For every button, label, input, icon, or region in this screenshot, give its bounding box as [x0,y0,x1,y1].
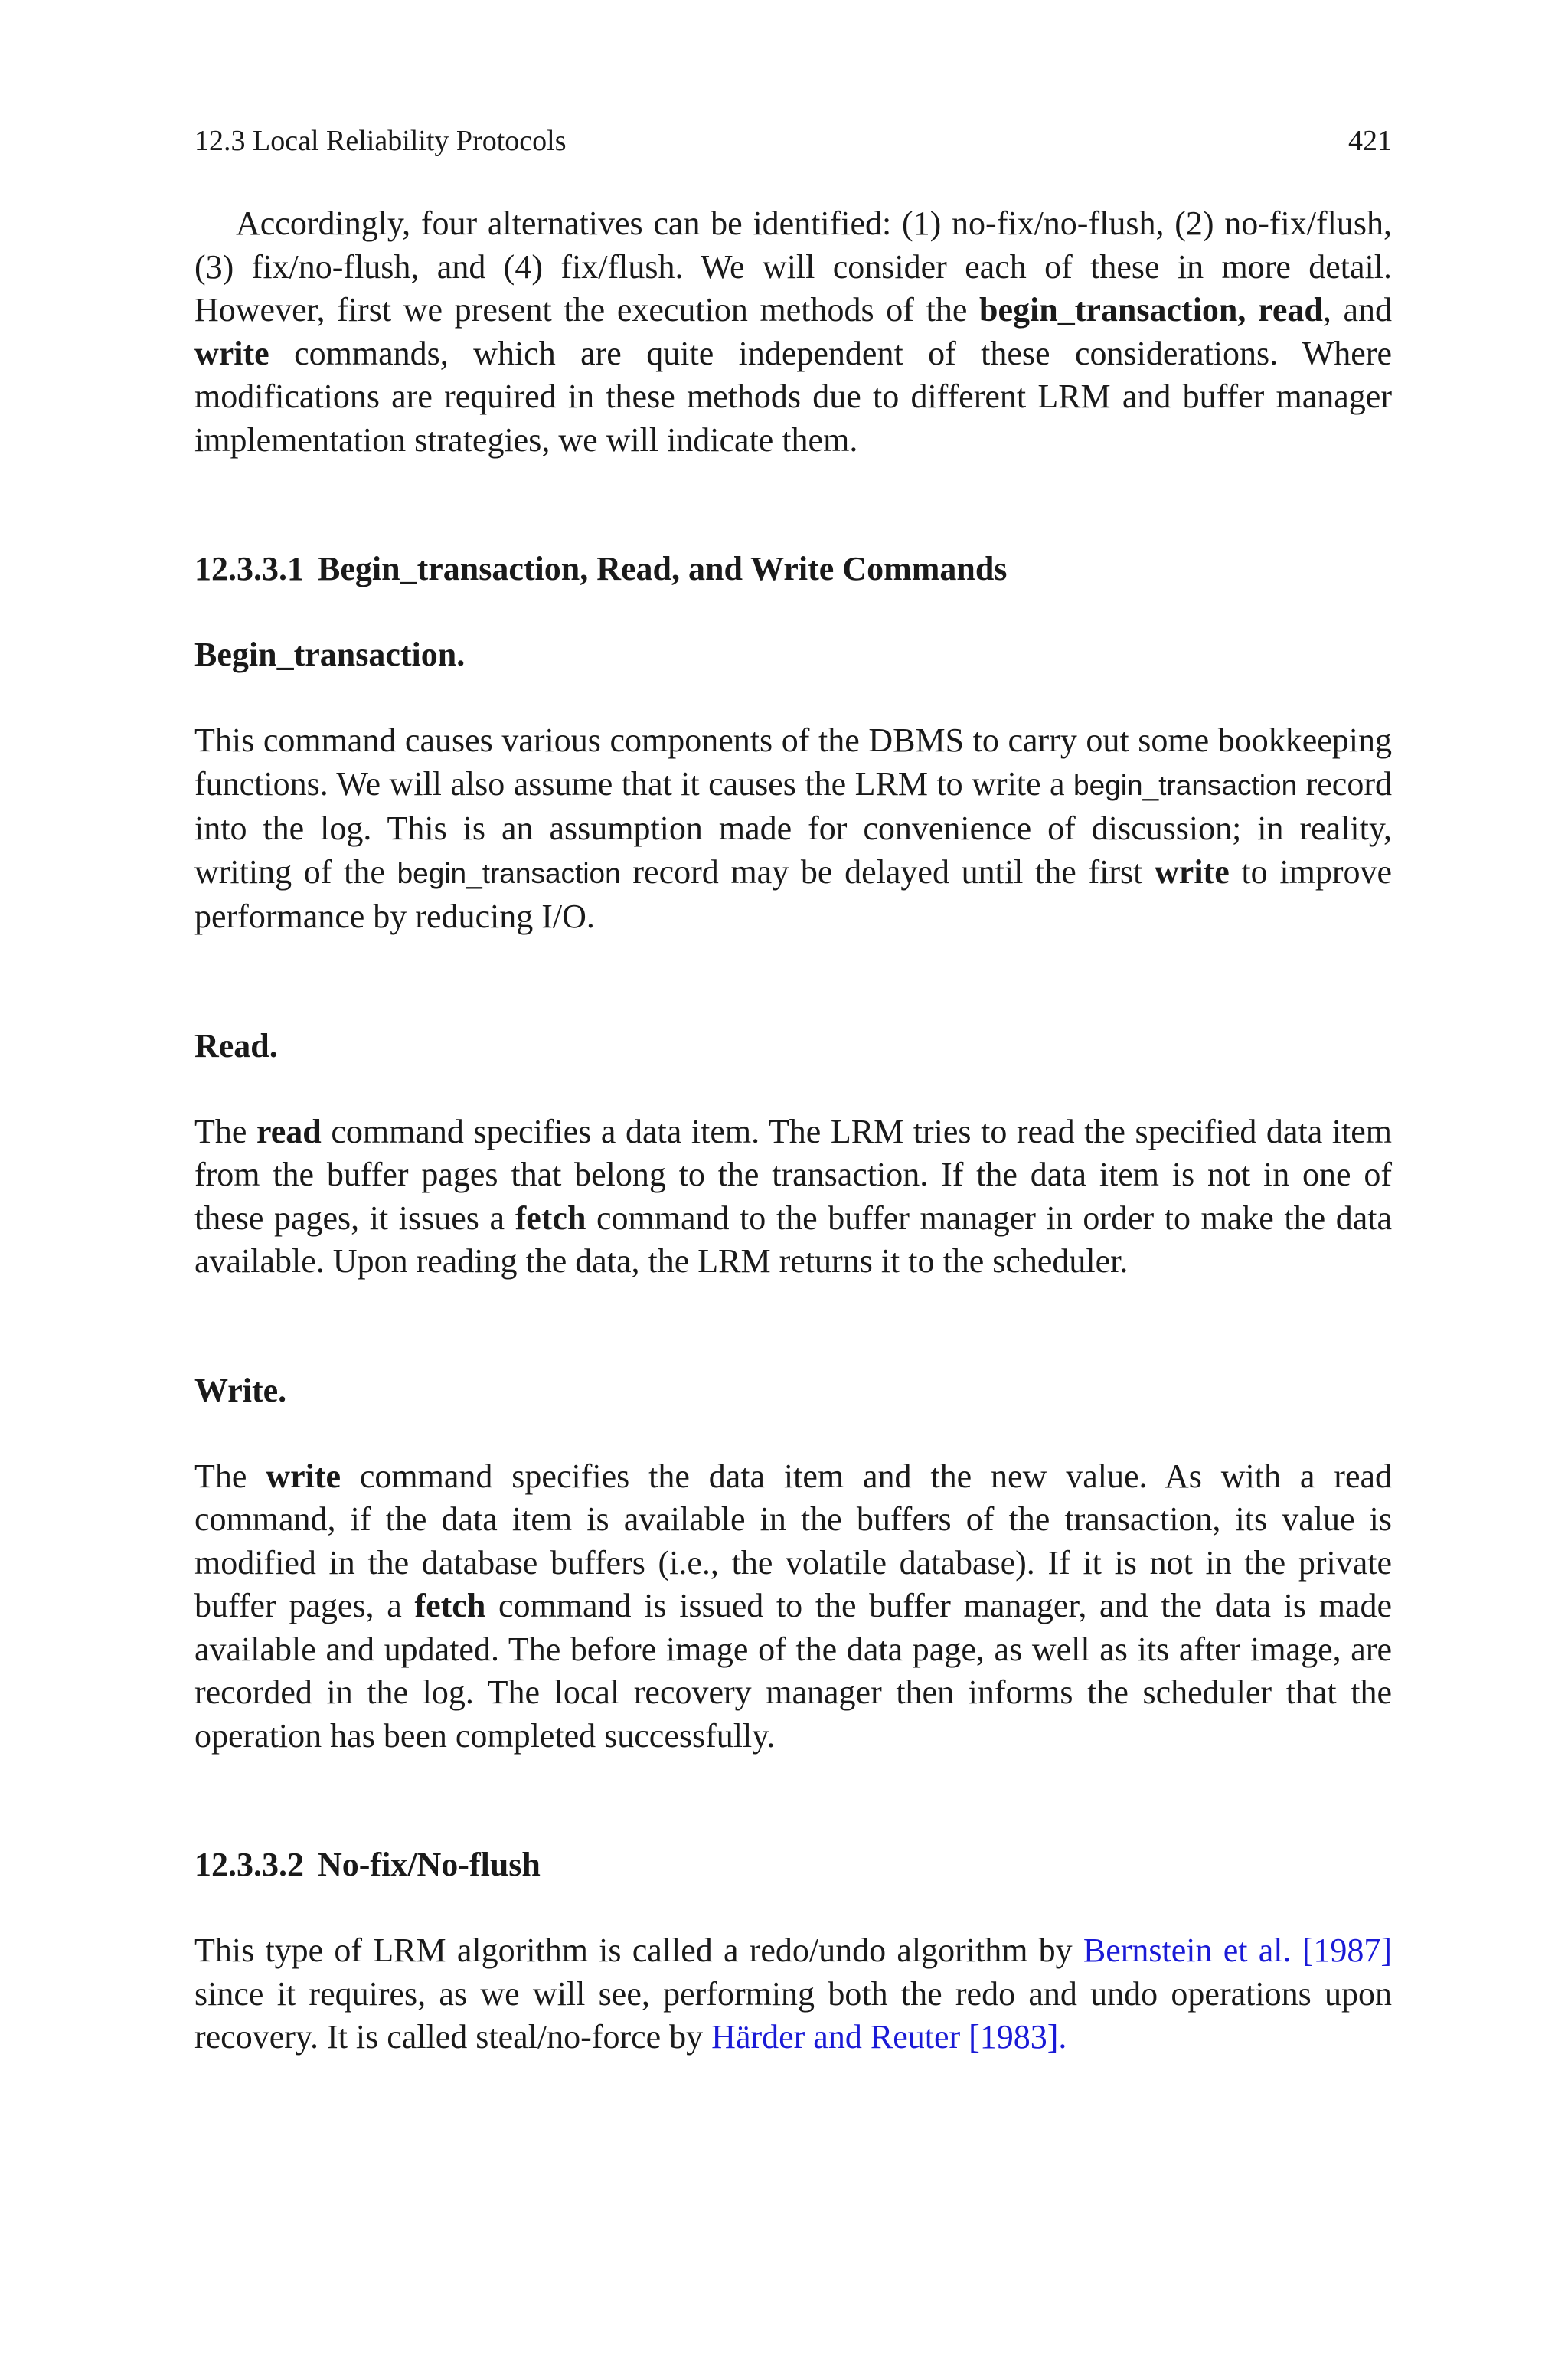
section-title: Begin_transaction, Read, and Write Commands [318,550,1008,587]
subheading-begin-transaction: Begin_transaction. [194,636,466,673]
begin-transaction-paragraph [194,719,1392,939]
nofix-paragraph [194,1929,1392,2059]
section-title: No-fix/No-flush [318,1846,541,1883]
intro-bold-read: read [1258,291,1323,329]
page-number: 421 [1348,125,1392,157]
nofix-text-2: since it requires, as we will see, performing both the redo and undo operations upon recovery. It is called steal/no-force by [194,1974,1392,2056]
intro-bold-write: write [194,334,270,372]
section-number: 12.3.3.1 [194,550,304,587]
section-heading-12-3-3-2 [194,1843,1392,1886]
write-text-3: command is issued to the buffer manager, and the data is made available and updated. The before image of the data page, as well as its after image, are recorded in the log. The local recovery manager then informs the scheduler that the operation has been completed successfully. [194,1587,1392,1755]
begin-text-3: record may be delayed until the first [620,852,1155,891]
read-text-3: command to the buffer manager in order to make the data available. Upon reading the data, the LRM returns it to the scheduler. [194,1199,1392,1280]
citation-link-harder-reuter[interactable]: Härder and Reuter [1983]. [711,2018,1067,2056]
write-bold-write: write [266,1457,341,1495]
write-text-2: command specifies the data item and the new value. As with a read command, if the data item is available in the buffers of the transaction, its value is modified in the database buffers (i.e., the volatile database). If it is not in the private buffer pages, a [194,1457,1392,1624]
running-head-section: 12.3 Local Reliability Protocols [194,125,567,157]
intro-text-1: Accordingly, four alternatives can be identified: (1) no-fix/no-flush, (2) no-fix/flush, (3) fix/no-flush, and (4) fix/flush. We will consider each of these in more detail. However, first we present the execution methods of the [194,204,1392,329]
write-text-1: The [194,1457,266,1495]
write-bold-fetch: fetch [414,1587,486,1624]
read-text-1: The [194,1112,256,1150]
read-text-2: command specifies a data item. The LRM tries to read the specified data item from the buffer pages that belong to the transaction. If the data item is not in one of these pages, it issues a [194,1112,1393,1237]
section-number: 12.3.3.2 [194,1846,304,1883]
write-paragraph [194,1455,1392,1758]
begin-text-2: record into the log. This is an assumption made for convenience of discussion; in reality, writing of the [194,764,1392,891]
begin-code-2: begin_transaction [397,857,621,889]
subheading-write: Write. [194,1371,287,1409]
begin-text-4: to improve performance by reducing I/O. [194,852,1392,935]
begin-text-1: This command causes various components of the DBMS to carry out some bookkeeping functions. We will also assume that it causes the LRM to write a [194,721,1392,803]
subheading-read: Read. [194,1026,278,1065]
section-heading-12-3-3-1 [194,548,1392,590]
running-head [194,123,1392,159]
nofix-text-1: This type of LRM algorithm is called a redo/undo algorithm by [194,1932,1083,1969]
page [194,123,1392,2059]
read-bold-read: read [256,1112,322,1150]
read-bold-fetch: fetch [514,1199,586,1237]
begin-bold-write: write [1155,852,1230,891]
begin-code-1: begin_transaction [1073,769,1298,801]
read-paragraph [194,1110,1392,1284]
intro-paragraph [194,202,1392,462]
citation-link-bernstein[interactable]: Bernstein et al. [1987] [1083,1932,1392,1969]
intro-text-4: commands, which are quite independent of these considerations. Where modifications are required in these methods due to different LRM and buffer manager implementation strategies, we will indicate them. [194,334,1392,459]
intro-bold-begin-transaction: begin_transaction, [979,291,1246,329]
intro-text-2 [1246,291,1258,329]
intro-text-3: , and [1322,291,1393,329]
